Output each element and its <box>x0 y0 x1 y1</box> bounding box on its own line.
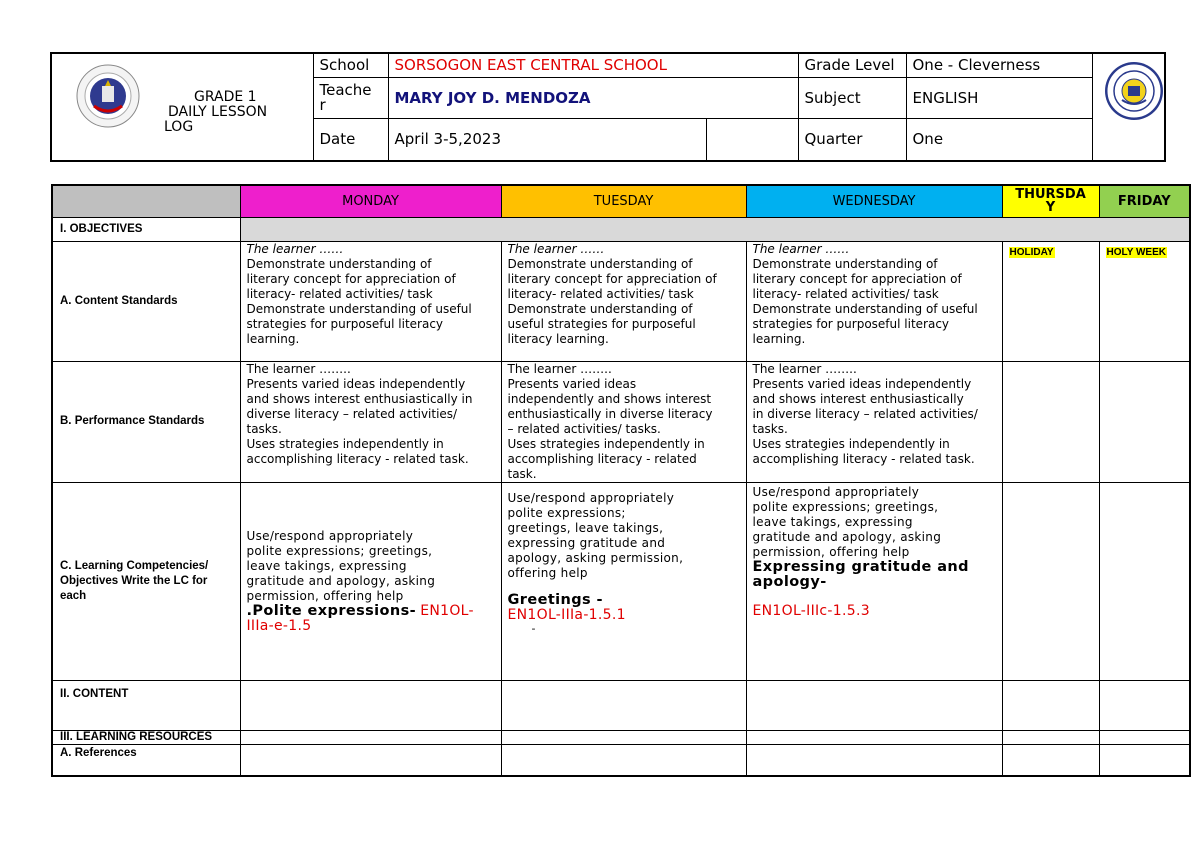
lc-line: leave takings, expressing <box>246 558 407 573</box>
ps-line: and shows interest enthusiastically in <box>246 391 473 406</box>
day-tuesday: TUESDAY <box>501 185 746 217</box>
ps-line: Presents varied ideas independently <box>246 376 466 391</box>
performance-standards-wednesday <box>746 361 1002 482</box>
cs-line: strategies for purposeful literacy <box>752 316 950 331</box>
day-thursday <box>1002 185 1099 217</box>
references-thursday <box>1002 744 1099 776</box>
teacher-label-line-2: r <box>319 95 326 114</box>
cs-line: Demonstrate understanding of useful <box>246 301 472 316</box>
cs-line: literacy- related activities/ task <box>752 286 939 301</box>
ps-line: diverse literacy – related activities/ <box>246 406 458 421</box>
performance-standards-monday <box>240 361 501 482</box>
content-thursday <box>1002 680 1099 730</box>
content-standards-monday <box>240 241 501 361</box>
ps-line: Uses strategies independently in <box>752 436 950 451</box>
cs-line: Demonstrate understanding of <box>507 301 693 316</box>
ps-line: tasks. <box>752 421 788 436</box>
lc-line: permission, offering help <box>246 588 404 603</box>
subject-value: ENGLISH <box>906 77 1092 118</box>
resources-monday <box>240 730 501 744</box>
performance-standards-friday <box>1099 361 1190 482</box>
lc-code: EN1OL- <box>420 602 474 619</box>
resources-thursday <box>1002 730 1099 744</box>
ps-line: – related activities/ tasks. <box>507 421 661 436</box>
ps-line: accomplishing literacy - related <box>507 451 697 466</box>
date-extra-cell <box>706 118 798 161</box>
grade-value: One - Cleverness <box>906 53 1092 77</box>
cs-line: Demonstrate understanding of <box>507 256 693 271</box>
lc-line: polite expressions; <box>507 505 626 520</box>
lc-line: Use/respond appropriately <box>246 528 414 543</box>
teacher-value: MARY JOY D. MENDOZA <box>388 77 798 118</box>
row-performance-standards: B. Performance Standards <box>52 361 240 482</box>
ps-line: independently and shows interest <box>507 391 712 406</box>
row-references: A. References <box>52 744 240 776</box>
references-friday <box>1099 744 1190 776</box>
ps-line: Uses strategies independently in <box>507 436 705 451</box>
day-thursday-line-1: THURSDA <box>1015 187 1086 203</box>
ps-line: tasks. <box>246 421 282 436</box>
ps-line: Presents varied ideas independently <box>752 376 972 391</box>
lc-topic-monday <box>247 604 495 619</box>
grade-label: Grade Level <box>798 53 906 77</box>
teacher-label <box>313 77 388 118</box>
cs-line: learning. <box>752 331 806 346</box>
performance-standards-tuesday <box>501 361 746 482</box>
competencies-monday <box>240 482 501 680</box>
row-learning-resources: III. LEARNING RESOURCES <box>52 730 240 744</box>
content-standards-tuesday <box>501 241 746 361</box>
row-learning-competencies <box>52 482 240 680</box>
ps-line: in diverse literacy – related activities/ <box>752 406 978 421</box>
competencies-wednesday <box>746 482 1002 680</box>
cs-lead: The learner …… <box>246 241 344 256</box>
content-friday <box>1099 680 1190 730</box>
lc-label-line-3: each <box>60 589 87 602</box>
lc-line: polite expressions; greetings, <box>752 499 939 514</box>
cs-line: literary concept for appreciation of <box>507 271 717 286</box>
cs-line: Demonstrate understanding of useful <box>752 301 978 316</box>
references-monday <box>240 744 501 776</box>
competencies-friday <box>1099 482 1190 680</box>
ps-line: accomplishing literacy - related task. <box>246 451 469 466</box>
lc-label-line-1: C. Learning Competencies/ <box>60 559 209 572</box>
ps-line: and shows interest enthusiastically <box>752 391 964 406</box>
ps-lead: The learner …….. <box>507 361 612 376</box>
content-standards-wednesday <box>746 241 1002 361</box>
date-value: April 3-5,2023 <box>388 118 706 161</box>
ps-line: accomplishing literacy - related task. <box>752 451 975 466</box>
day-monday: MONDAY <box>240 185 501 217</box>
cs-line: strategies for purposeful literacy <box>246 316 444 331</box>
lc-line: expressing gratitude and <box>507 535 666 550</box>
lc-topic: Expressing gratitude and <box>752 558 969 575</box>
content-tuesday <box>501 680 746 730</box>
holiday-label: HOLIDAY <box>1009 246 1054 258</box>
lc-line: Use/respond appropriately <box>507 490 675 505</box>
lc-code: IIIa-e-1.5 <box>246 617 312 634</box>
references-tuesday <box>501 744 746 776</box>
school-label: School <box>313 53 388 77</box>
school-seal-cell <box>1092 53 1165 161</box>
cs-lead: The learner …… <box>507 241 605 256</box>
lc-line: apology, asking permission, <box>507 550 684 565</box>
teacher-label-line-1: Teache <box>319 80 372 99</box>
lc-dash: - <box>531 621 536 635</box>
content-standards-thursday <box>1002 241 1099 361</box>
lc-line: offering help <box>507 565 588 580</box>
row-objectives: I. OBJECTIVES <box>52 217 240 241</box>
cs-line: literacy- related activities/ task <box>246 286 433 301</box>
content-standards-friday <box>1099 241 1190 361</box>
lesson-log-table <box>51 184 1191 777</box>
resources-tuesday <box>501 730 746 744</box>
resources-friday <box>1099 730 1190 744</box>
cs-line: literacy- related activities/ task <box>507 286 694 301</box>
date-label: Date <box>313 118 388 161</box>
ps-lead: The learner …….. <box>752 361 857 376</box>
day-thursday-line-2: Y <box>1045 200 1056 216</box>
row-content: II. CONTENT <box>52 680 240 730</box>
content-wednesday <box>746 680 1002 730</box>
lc-label-line-2: Objectives Write the LC for <box>60 574 208 587</box>
cs-line: useful strategies for purposeful <box>507 316 696 331</box>
cs-line: Demonstrate understanding of <box>752 256 938 271</box>
competencies-thursday <box>1002 482 1099 680</box>
content-monday <box>240 680 501 730</box>
lc-line: gratitude and apology, asking <box>752 529 942 544</box>
lc-line: gratitude and apology, asking <box>246 573 436 588</box>
cs-line: literary concept for appreciation of <box>752 271 962 286</box>
lc-line: Use/respond appropriately <box>752 484 920 499</box>
header-table <box>50 52 1166 162</box>
quarter-label: Quarter <box>798 118 906 161</box>
title-line-3: LOG <box>164 119 194 135</box>
ps-lead: The learner …….. <box>246 361 351 376</box>
day-friday: FRIDAY <box>1099 185 1190 217</box>
holy-week-label: HOLY WEEK <box>1106 246 1166 258</box>
title-cell <box>51 53 313 161</box>
lc-topic: apology- <box>752 573 827 590</box>
resources-wednesday <box>746 730 1002 744</box>
lc-topic: .Polite expressions- <box>246 602 417 619</box>
header-corner <box>52 185 240 217</box>
lc-line: greetings, leave takings, <box>507 520 664 535</box>
row-content-standards: A. Content Standards <box>52 241 240 361</box>
lc-line: permission, offering help <box>752 544 910 559</box>
ps-line: enthusiastically in diverse literacy <box>507 406 713 421</box>
competencies-tuesday <box>501 482 746 680</box>
lc-code: EN1OL-IIIc-1.5.3 <box>752 602 870 619</box>
quarter-value: One <box>906 118 1092 161</box>
subject-label: Subject <box>798 77 906 118</box>
cs-line: Demonstrate understanding of <box>246 256 432 271</box>
lc-code: EN1OL-IIIa-1.5.1 <box>507 606 626 623</box>
cs-lead: The learner …… <box>752 241 850 256</box>
references-wednesday <box>746 744 1002 776</box>
lc-topic: Greetings - <box>507 591 603 608</box>
title-line-2: DAILY LESSON <box>168 104 268 120</box>
cs-line: literary concept for appreciation of <box>246 271 456 286</box>
ps-line: Uses strategies independently in <box>246 436 444 451</box>
cs-line: literacy learning. <box>507 331 609 346</box>
title-line-1: GRADE 1 <box>194 89 257 105</box>
school-seal-icon <box>1105 62 1163 120</box>
cs-line: learning. <box>246 331 300 346</box>
ps-line: Presents varied ideas <box>507 376 637 391</box>
deped-seal-icon <box>76 64 140 128</box>
document-title <box>164 90 267 135</box>
ps-line: task. <box>507 466 537 481</box>
lc-line: polite expressions; greetings, <box>246 543 433 558</box>
lc-line: leave takings, expressing <box>752 514 913 529</box>
day-wednesday: WEDNESDAY <box>746 185 1002 217</box>
objectives-bar <box>240 217 1190 241</box>
performance-standards-thursday <box>1002 361 1099 482</box>
school-value: SORSOGON EAST CENTRAL SCHOOL <box>388 53 798 77</box>
